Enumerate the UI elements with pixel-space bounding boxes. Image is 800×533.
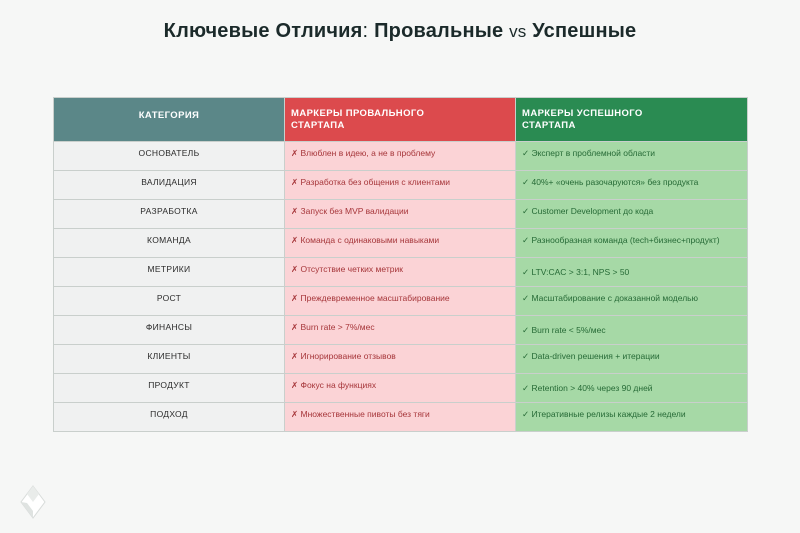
table-row bbox=[54, 200, 748, 229]
category-cell: ФИНАНСЫ bbox=[54, 316, 285, 345]
fail-marker-cell: ✗ Множественные пивоты без тяги bbox=[285, 403, 516, 432]
header-fail-markers bbox=[285, 98, 516, 142]
title-vs: vs bbox=[509, 22, 527, 41]
page-title bbox=[0, 20, 800, 43]
fail-marker-cell: ✗ Burn rate > 7%/мес bbox=[285, 316, 516, 345]
table-row bbox=[54, 229, 748, 258]
header-category: КАТЕГОРИЯ bbox=[54, 98, 285, 142]
table-header-row bbox=[54, 98, 748, 142]
success-marker-cell: ✓ Итеративные релизы каждые 2 недели bbox=[516, 403, 748, 432]
fail-marker-cell: ✗ Фокус на функциях bbox=[285, 374, 516, 403]
category-cell: РАЗРАБОТКА bbox=[54, 200, 285, 229]
category-cell: РОСТ bbox=[54, 287, 285, 316]
success-marker-cell: ✓ Эксперт в проблемной области bbox=[516, 142, 748, 171]
table-row bbox=[54, 345, 748, 374]
success-marker-cell: ✓ LTV:CAC > 3:1, NPS > 50 bbox=[516, 258, 748, 287]
header-ok-line2: СТАРТАПА bbox=[522, 119, 576, 131]
comparison-table bbox=[53, 97, 748, 432]
title-colon: : bbox=[362, 20, 369, 42]
table-row bbox=[54, 142, 748, 171]
success-marker-cell: ✓ Burn rate < 5%/мес bbox=[516, 316, 748, 345]
comparison-table-container bbox=[53, 97, 747, 432]
diamond-logo-icon bbox=[20, 485, 46, 519]
fail-marker-cell: ✗ Отсутствие четких метрик bbox=[285, 258, 516, 287]
success-marker-cell: ✓ Разнообразная команда (tech+бизнес+продукт) bbox=[516, 229, 748, 258]
header-fail-line1: МАРКЕРЫ ПРОВАЛЬНОГО bbox=[291, 107, 425, 119]
table-row bbox=[54, 287, 748, 316]
header-fail-line2: СТАРТАПА bbox=[291, 119, 345, 131]
fail-marker-cell: ✗ Команда с одинаковыми навыками bbox=[285, 229, 516, 258]
fail-marker-cell: ✗ Разработка без общения с клиентами bbox=[285, 171, 516, 200]
table-row bbox=[54, 403, 748, 432]
success-marker-cell: ✓ Data-driven решения + итерации bbox=[516, 345, 748, 374]
category-cell: ПРОДУКТ bbox=[54, 374, 285, 403]
success-marker-cell: ✓ 40%+ «очень разочаруются» без продукта bbox=[516, 171, 748, 200]
fail-marker-cell: ✗ Запуск без MVP валидации bbox=[285, 200, 516, 229]
fail-marker-cell: ✗ Влюблен в идею, а не в проблему bbox=[285, 142, 516, 171]
category-cell: МЕТРИКИ bbox=[54, 258, 285, 287]
category-cell: ПОДХОД bbox=[54, 403, 285, 432]
fail-marker-cell: ✗ Игнорирование отзывов bbox=[285, 345, 516, 374]
title-part1: Ключевые Отличия bbox=[163, 20, 363, 42]
header-success-markers bbox=[516, 98, 748, 142]
category-cell: ОСНОВАТЕЛЬ bbox=[54, 142, 285, 171]
title-part2: Провальные bbox=[374, 20, 504, 42]
category-cell: КОМАНДА bbox=[54, 229, 285, 258]
title-part3: Успешные bbox=[532, 20, 637, 42]
table-row bbox=[54, 171, 748, 200]
fail-marker-cell: ✗ Преждевременное масштабирование bbox=[285, 287, 516, 316]
header-ok-line1: МАРКЕРЫ УСПЕШНОГО bbox=[522, 107, 643, 119]
success-marker-cell: ✓ Customer Development до кода bbox=[516, 200, 748, 229]
success-marker-cell: ✓ Масштабирование с доказанной моделью bbox=[516, 287, 748, 316]
table-row bbox=[54, 374, 748, 403]
table-row bbox=[54, 258, 748, 287]
category-cell: КЛИЕНТЫ bbox=[54, 345, 285, 374]
category-cell: ВАЛИДАЦИЯ bbox=[54, 171, 285, 200]
table-row bbox=[54, 316, 748, 345]
success-marker-cell: ✓ Retention > 40% через 90 дней bbox=[516, 374, 748, 403]
